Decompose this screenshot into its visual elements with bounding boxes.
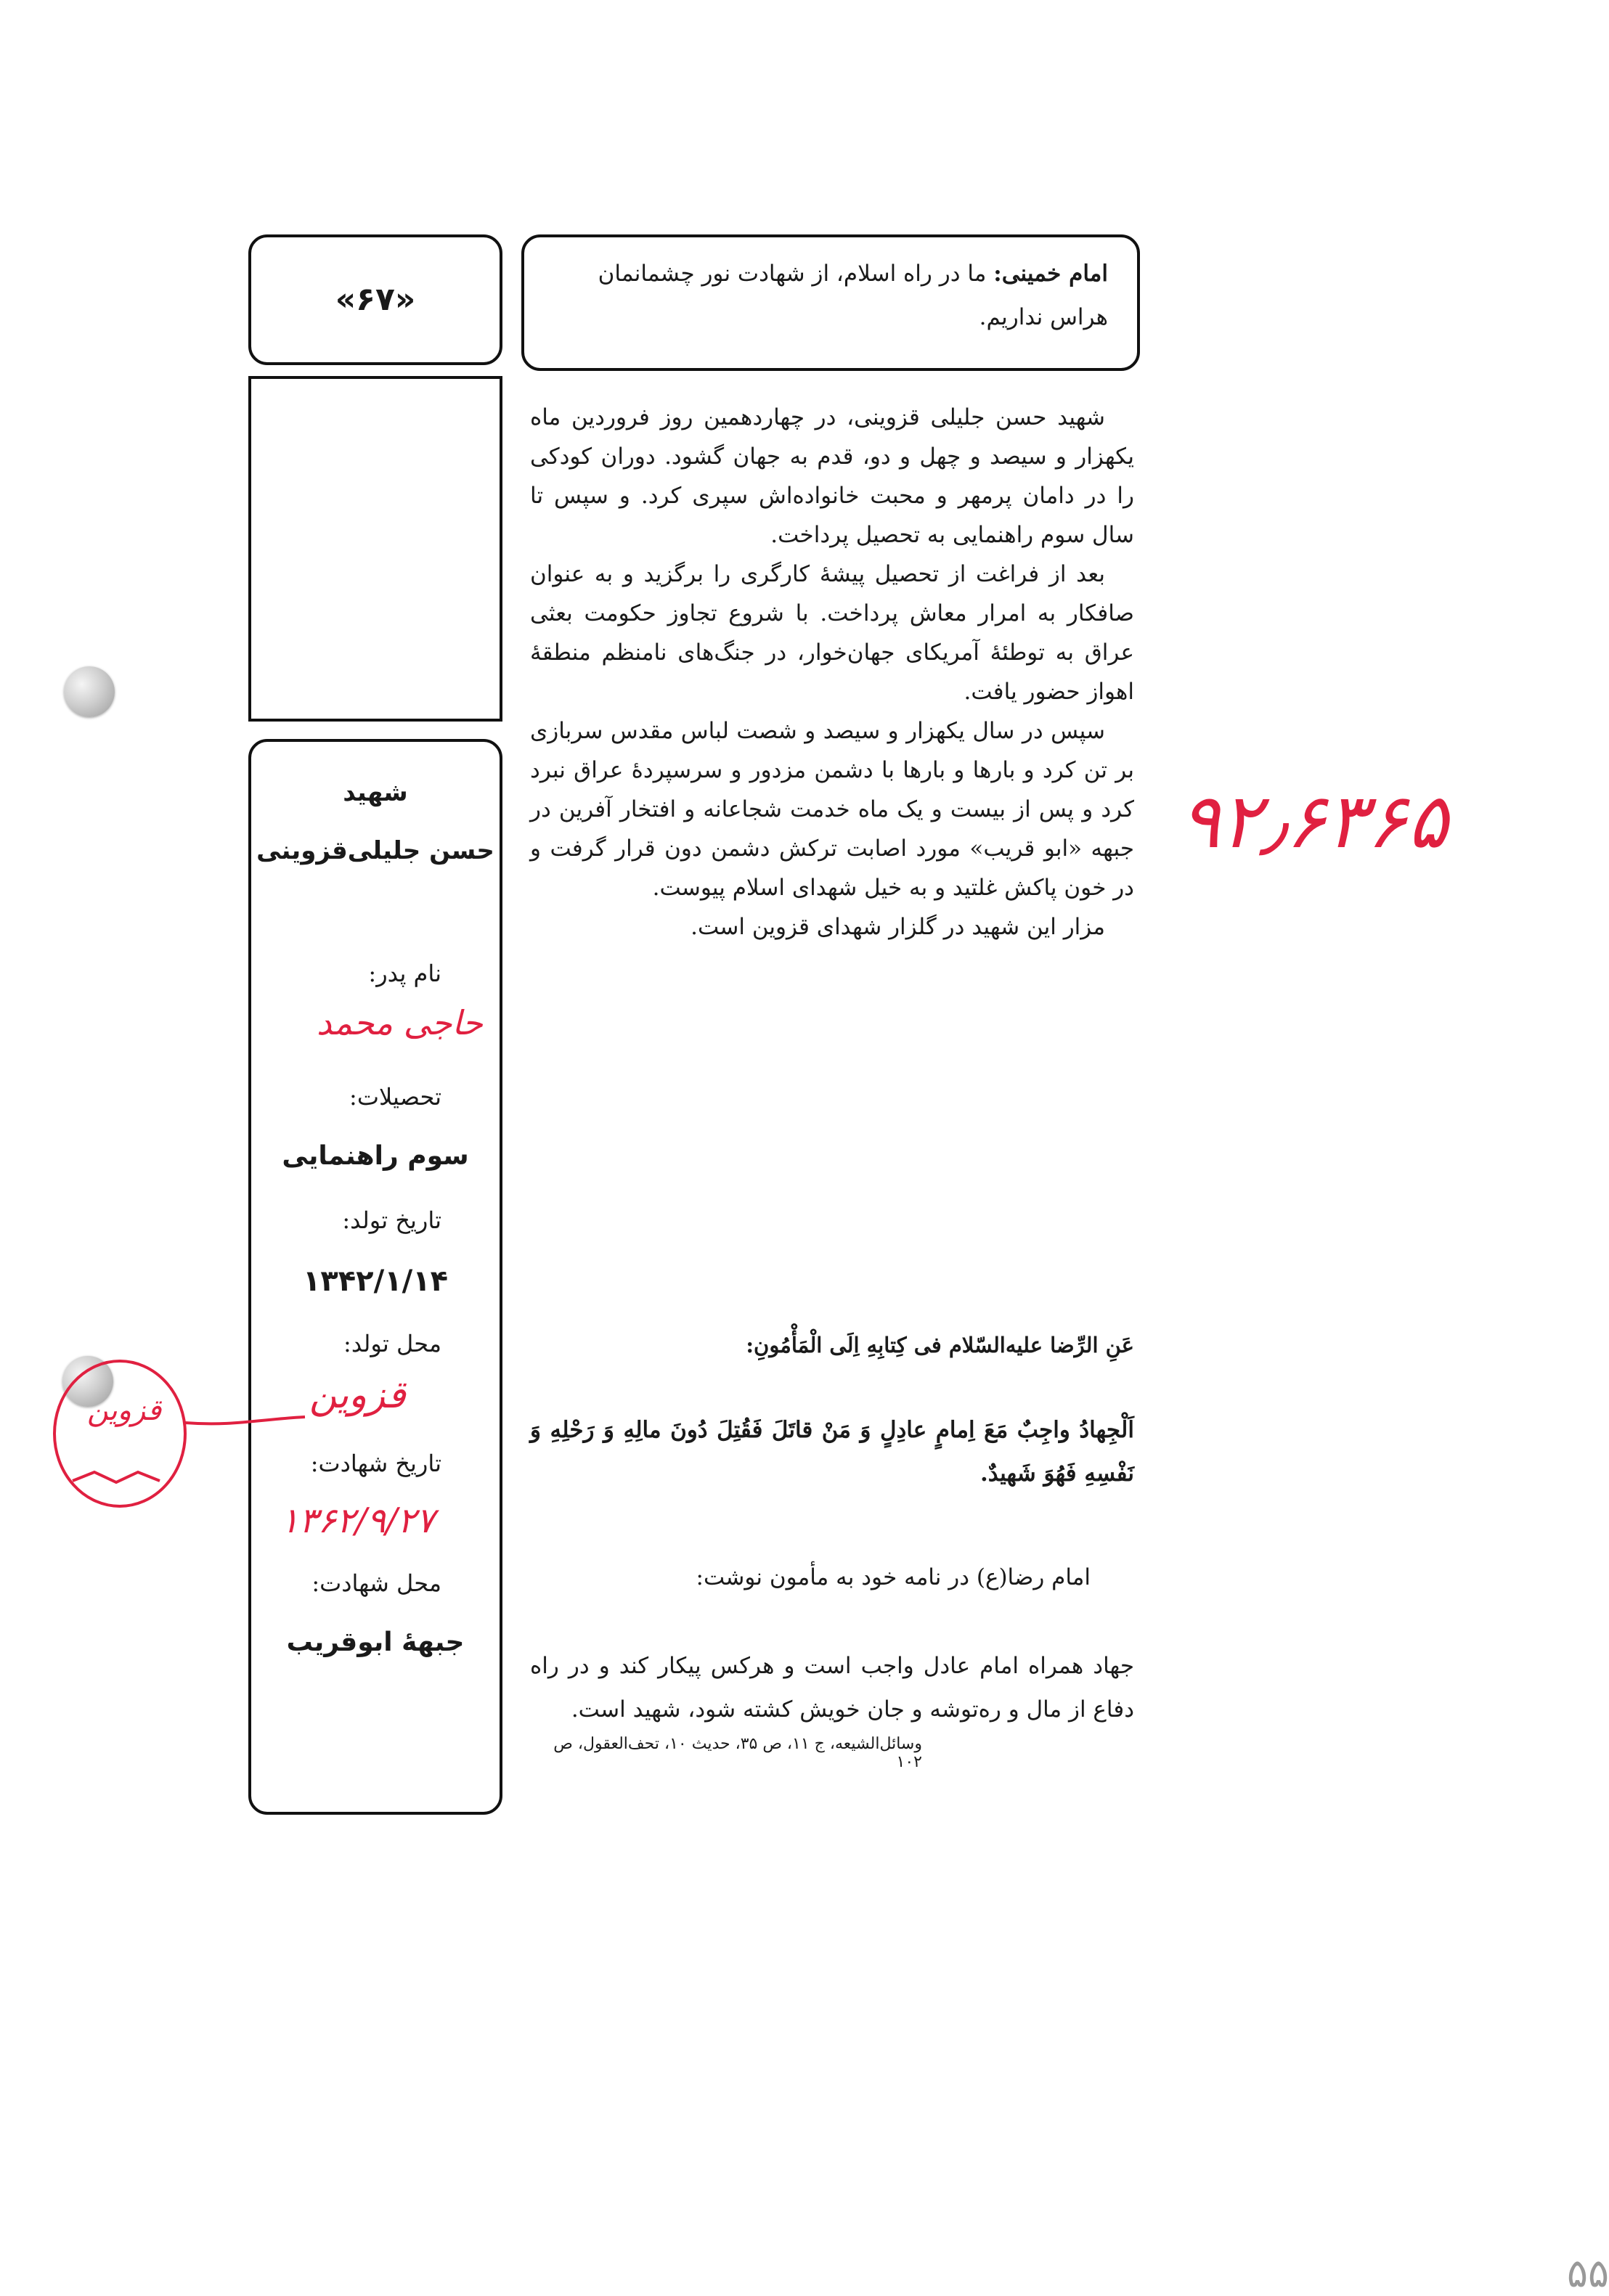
education-label: تحصیلات: xyxy=(349,1083,441,1111)
stamp-text: قزوین xyxy=(87,1394,162,1427)
birth-date-value: ۱۳۴۲/۱/۱۴ xyxy=(302,1265,449,1298)
hadith-arabic: اَلْجِهادُ واجِبٌ مَعَ اِمامٍ عادِلٍ وَ مَنْ قاتَلَ فَقُتِلَ دُونَ مالِهِ وَ رَحْلِهِ وَ نَفْسِهِ فَهُوَ شَهیدٌ. xyxy=(530,1417,1134,1487)
archive-number: ۹۲٫۶۳۶۵ xyxy=(1180,777,1448,865)
translation-text: جهاد همراه امام عادل واجب است و هرکس پیکار کند و در راه دفاع از مال و ره‌توشه و جان خویش کشته شود، شهید است. xyxy=(530,1653,1134,1723)
stamp-line xyxy=(185,1417,305,1423)
birth-place-label: محل تولد: xyxy=(343,1330,441,1357)
father-label: نام پدر: xyxy=(368,960,441,987)
biography xyxy=(530,398,1134,947)
bio-paragraph: شهید حسن جلیلی قزوینی، در چهاردهمین روز فروردین ماه یکهزار و سیصد و چهل و دو، قدم به جهان گشود. دوران کودکی را در دامان پرمهر و محبت خانواده‌اش سپری کرد. و سپس تا سال سوم راهنمایی به تحصیل پرداخت. xyxy=(530,404,1134,548)
martyrdom-date-value: ۱۳۶۲/۹/۲۷ xyxy=(280,1500,435,1541)
translation-heading: امام رضا(ع) در نامه خود به مأمون نوشت: xyxy=(696,1564,1091,1590)
hadith-intro: عَنِ الرِّضا علیه‌السّلام فی کِتابِهِ اِلَی الْمَأْمُونِ: xyxy=(746,1333,1134,1357)
bio-paragraph: بعد از فراغت از تحصیل پیشهٔ کارگری را برگزید و به عنوان صافکار به امرار معاش پرداخت. با شروع تجاوز حکومت بعثی عراق به توطئهٔ آمریکای جهان‌خوار، در جنگ‌های نامنظم منطقهٔ اهواز حضور یافت. xyxy=(530,561,1134,705)
bio-paragraph: سپس در سال یکهزار و سیصد و شصت لباس مقدس سربازی بر تن کرد و بارها و بارها با دشمن مزدور و سرسپردهٔ عراق نبرد کرد و پس از بیست و یک ماه خدمت شجاعانه و افتخار آفرین در جبهه «ابو قریب» مورد اصابت ترکش دشمن دون قرار گرفت و در خون پاکش غلتید و به خیل شهدای اسلام پیوست. xyxy=(530,718,1134,901)
page-number: «۶۷» xyxy=(335,281,416,318)
stamp-circle xyxy=(54,1361,185,1506)
martyrdom-place-value: جبههٔ ابوقریب xyxy=(286,1627,465,1657)
stamp-annotation xyxy=(44,1350,334,1517)
birth-place-value: قزوین xyxy=(309,1373,406,1417)
education-value: سوم راهنمایی xyxy=(282,1141,469,1171)
source-reference: وسائل‌الشیعه، ج ۱۱، ص ۳۵، حدیث ۱۰، تحف‌العقول، ص ۱۰۲ xyxy=(553,1735,922,1771)
photo-frame xyxy=(248,376,502,722)
stamp-underline xyxy=(73,1472,160,1482)
martyr-title: شهید xyxy=(343,778,408,807)
martyr-name: حسن جلیلی‌قزوینی xyxy=(256,836,494,865)
martyrdom-date-label: تاریخ شهادت: xyxy=(310,1450,441,1477)
quote-author: امام خمینی: xyxy=(993,261,1108,287)
corner-mark: ۵۵ xyxy=(1567,2250,1609,2296)
page-number-box xyxy=(248,234,502,365)
birth-date-label: تاریخ تولد: xyxy=(342,1206,441,1234)
martyrdom-place-label: محل شهادت: xyxy=(311,1569,441,1597)
father-value: حاجی محمد xyxy=(317,1003,483,1042)
bio-paragraph: مزار این شهید در گلزار شهدای قزوین است. xyxy=(691,914,1105,940)
martyr-info-box xyxy=(248,739,502,1815)
quote-body: ما در راه اسلام، از شهادت نور چشمانمان هراس نداریم. xyxy=(598,261,1108,330)
punch-hole xyxy=(64,666,115,717)
quote-box xyxy=(521,234,1140,371)
quote-text xyxy=(568,252,1108,339)
